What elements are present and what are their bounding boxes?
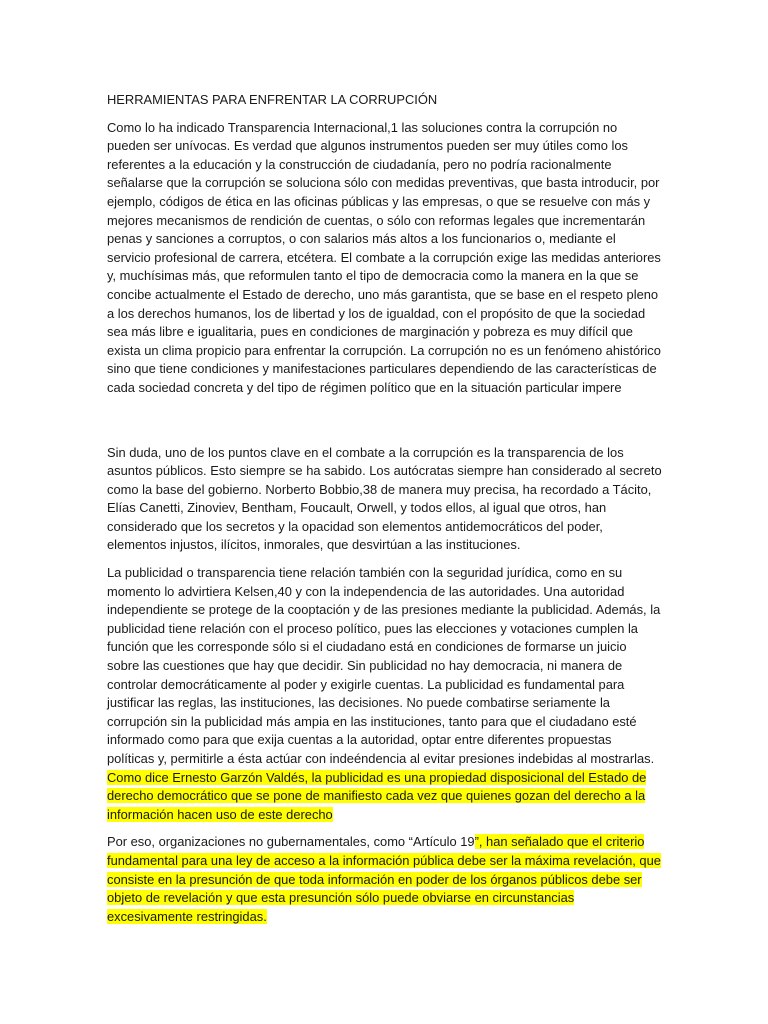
paragraph-1: Como lo ha indicado Transparencia Internacional,1 las soluciones contra la corrupción no pueden ser unívocas. Es verdad que algunos instrumentos pueden ser muy útiles como los referentes a la educación y la construcción de ciudadanía, pero no podría racionalmente señalarse que la corrupción se soluciona sólo con medidas preventivas, que basta introducir, por ejemplo, códigos de ética en las oficinas públicas y las empresas, o que se resuelve con más y mejores mecanismos de rendición de cuentas, o sólo con reformas legales que incrementarán penas y sanciones a corruptos, o con salarios más altos a los funcionarios o, mediante el servicio profesional de carrera, etcétera. El combate a la corrupción exige las medidas anteriores y, muchísimas más, que reformulen tanto el tipo de democracia como la manera en la que se concibe actualmente el Estado de derecho, uno más garantista, que se base en el respeto pleno a los derechos humanos, los de libertad y los de igualdad, con el propósito de que la sociedad sea más libre e igualitaria, pues en condiciones de marginación y pobreza es muy difícil que exista un clima propicio para enfrentar la corrupción. La corrupción no es un fenómeno ahistórico sino que tiene condiciones y manifestaciones particulares dependiendo de las características de cada sociedad concreta y del tipo de régimen político que en la situación particular impere: [107, 119, 661, 395]
document-body: [107, 91, 662, 935]
paragraph-2: Sin duda, uno de los puntos clave en el combate a la corrupción es la transparencia de los asuntos públicos. Esto siempre se ha sabido. Los autócratas siempre han considerado al secreto como la base del gobierno. Norberto Bobbio,38 de manera muy precisa, ha recordado a Tácito, Elías Canetti, Zinoviev, Bentham, Foucault, Orwell, y todos ellos, al igual que otros, han considerado que los secretos y la opacidad son elementos antidemocráticos del poder, elementos injustos, ilícitos, inmorales, que desvirtúan a las instituciones.: [107, 444, 662, 553]
paragraph-4: [107, 833, 662, 926]
paragraph-3: [107, 564, 662, 824]
document-title: HERRAMIENTAS PARA ENFRENTAR LA CORRUPCIÓN: [107, 92, 438, 107]
paragraph-3-text: La publicidad o transparencia tiene relación también con la seguridad jurídica, como en su momento lo advirtiera Kelsen,40 y con la independencia de las autoridades. Una autoridad independiente se protege de la cooptación y de las presiones mediante la publicidad. Además, la publicidad tiene relación con el proceso político, pues las elecciones y votaciones cumplen la función que les corresponde sólo si el ciudadano está en condiciones de formarse un juicio sobre las cuestiones que hay que decidir. Sin publicidad no hay democracia, ni manera de controlar democráticamente al poder y exigirle cuentas. La publicidad es fundamental para justificar las reglas, las instituciones, las decisiones. No puede combatirse seriamente la corrupción sin la publicidad más ampia en las instituciones, tanto para que el ciudadano esté informado como para que exija cuentas a la autoridad, optar entre diferentes propuestas políticas y, permitirle a ésta actúar con indeéndencia al evitar presiones indebidas al mostrarlas.: [107, 565, 661, 766]
paragraph-4-text: Por eso, organizaciones no gubernamentales, como “Artículo 19: [107, 834, 475, 850]
paragraph-4-highlighted-text: ”, han señalado que el criterio fundamental para una ley de acceso a la información pública debe ser la máxima revelación, que consiste en la presunción de que toda información en poder de los órganos públicos debe ser objeto de revelación y que esta presunción sólo puede obviarse en circunstancias excesivamente restringidas.: [107, 834, 661, 924]
paragraph-3-highlighted-text: Como dice Ernesto Garzón Valdés, la publicidad es una propiedad disposicional del Estado de derecho democrático que se pone de manifiesto cada vez que quienes gozan del derecho a la información hacen uso de este derecho: [107, 769, 647, 822]
